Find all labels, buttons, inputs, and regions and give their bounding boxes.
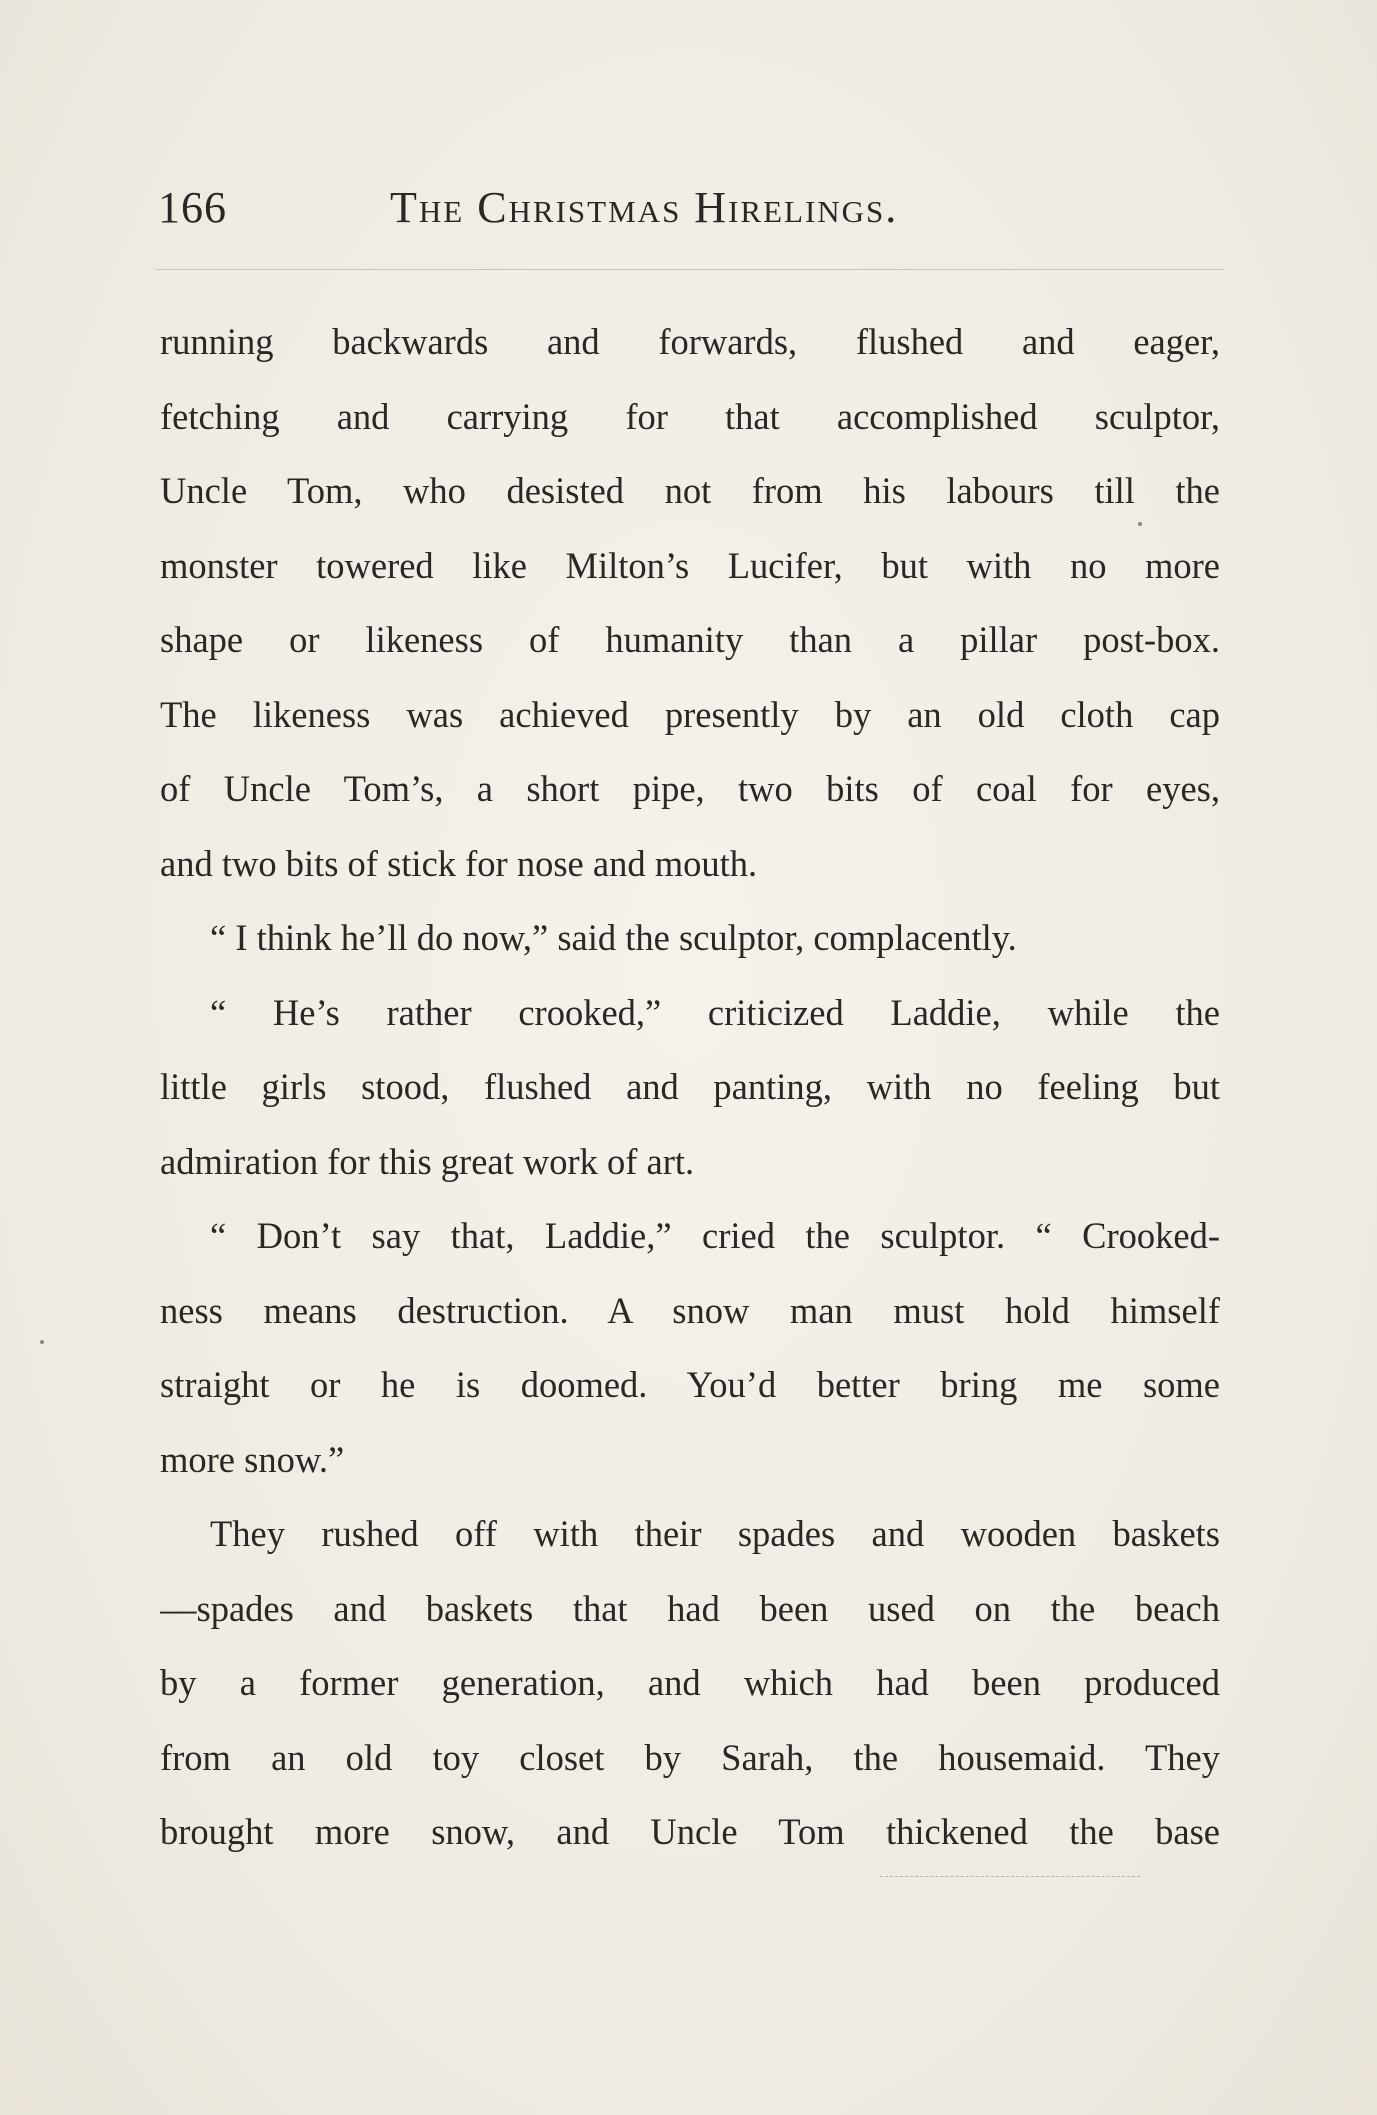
- bottom-mark: [880, 1876, 1140, 1877]
- page-number: 166: [158, 183, 227, 232]
- text-line: “ He’s rather crooked,” criticized Laddie, while the: [210, 991, 1220, 1033]
- running-head: [150, 182, 1250, 242]
- text-line: monster towered like Milton’s Lucifer, but with no more: [160, 544, 1220, 586]
- text-line: “ Don’t say that, Laddie,” cried the sculptor. “ Crooked-: [210, 1215, 1220, 1256]
- text-line: more snow.”: [160, 1438, 345, 1480]
- text-line: straight or he is doomed. You’d better bring me some: [160, 1364, 1220, 1405]
- text-line: “ I think he’ll do now,” said the sculptor, complacently.: [210, 917, 1017, 958]
- text-line: ness means destruction. A snow man must hold himself: [160, 1289, 1220, 1331]
- text-line: admiration for this great work of art.: [160, 1140, 695, 1182]
- running-title: The Christmas Hirelings.: [390, 183, 899, 232]
- text-line: and two bits of stick for nose and mouth.: [160, 842, 758, 884]
- text-line: running backwards and forwards, flushed and eager,: [160, 321, 1220, 362]
- text-line: The likeness was achieved presently by an old cloth cap: [160, 693, 1220, 735]
- header-rule: [155, 269, 1225, 270]
- text-line: Uncle Tom, who desisted not from his labours till the: [160, 470, 1220, 511]
- ink-speck: [40, 1340, 44, 1344]
- text-line: fetching and carrying for that accomplished sculptor,: [160, 395, 1220, 437]
- text-line: —spades and baskets that had been used on the beach: [160, 1587, 1220, 1629]
- text-line: from an old toy closet by Sarah, the housemaid. They: [160, 1736, 1220, 1778]
- text-line: They rushed off with their spades and wooden baskets: [210, 1513, 1220, 1554]
- text-line: of Uncle Tom’s, a short pipe, two bits of coal for eyes,: [160, 768, 1220, 809]
- text-line: brought more snow, and Uncle Tom thickened the base: [160, 1811, 1220, 1852]
- ink-speck: [1138, 522, 1142, 526]
- body-text: [160, 305, 1220, 1870]
- text-line: little girls stood, flushed and panting, with no feeling but: [160, 1066, 1220, 1107]
- text-line: shape or likeness of humanity than a pillar post-box.: [160, 619, 1220, 660]
- text-line: by a former generation, and which had been produced: [160, 1662, 1220, 1703]
